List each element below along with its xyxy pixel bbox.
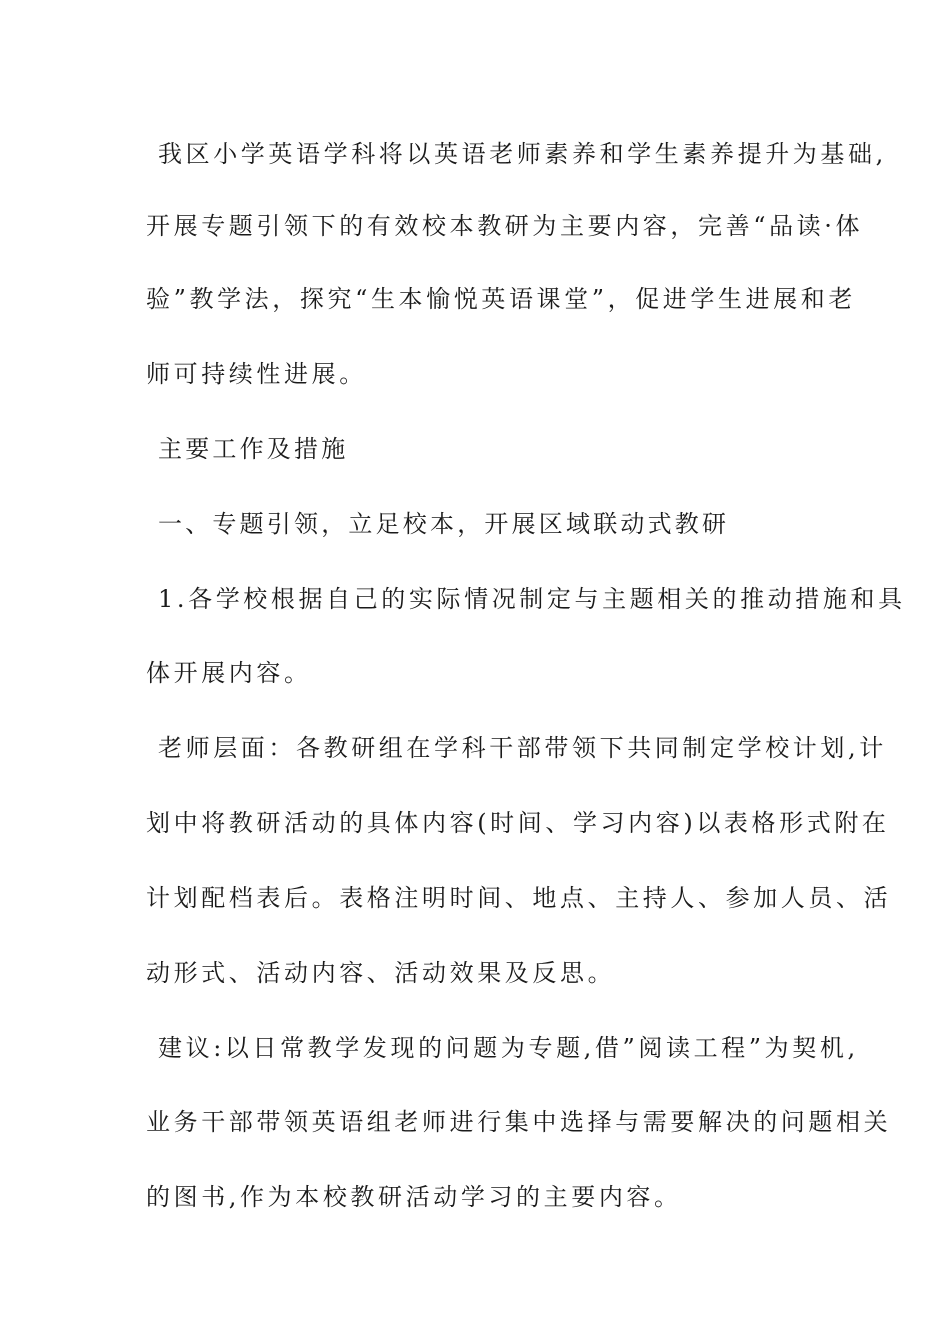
paragraph-line: 计划配档表后。表格注明时间、地点、主持人、参加人员、活 [146, 884, 892, 912]
section-heading: 主要工作及措施 [158, 435, 349, 463]
section-heading: 一、专题引领，立足校本，开展区域联动式教研 [158, 510, 730, 538]
paragraph-line: 验”教学法，探究“生本愉悦英语课堂”，促进学生进展和老 [146, 285, 857, 313]
paragraph-line: 体开展内容。 [146, 659, 312, 687]
paragraph-line: 老师层面：各教研组在学科干部带领下共同制定学校计划,计 [158, 734, 887, 762]
paragraph-line: 1.各学校根据自己的实际情况制定与主题相关的推动措施和具 [158, 585, 906, 613]
paragraph-line: 建议:以日常教学发现的问题为专题,借”阅读工程”为契机, [158, 1034, 859, 1062]
paragraph-line: 的图书,作为本校教研活动学习的主要内容。 [146, 1183, 682, 1211]
paragraph-line: 划中将教研活动的具体内容(时间、学习内容)以表格形式附在 [146, 809, 890, 837]
paragraph-line: 动形式、活动内容、活动效果及反思。 [146, 959, 616, 987]
paragraph-line: 师可持续性进展。 [146, 360, 367, 388]
paragraph-line: 我区小学英语学科将以英语老师素养和学生素养提升为基础, [158, 140, 887, 168]
paragraph-line: 业务干部带领英语组老师进行集中选择与需要解决的问题相关 [146, 1108, 892, 1136]
paragraph-line: 开展专题引领下的有效校本教研为主要内容，完善“品读·体 [146, 212, 864, 240]
